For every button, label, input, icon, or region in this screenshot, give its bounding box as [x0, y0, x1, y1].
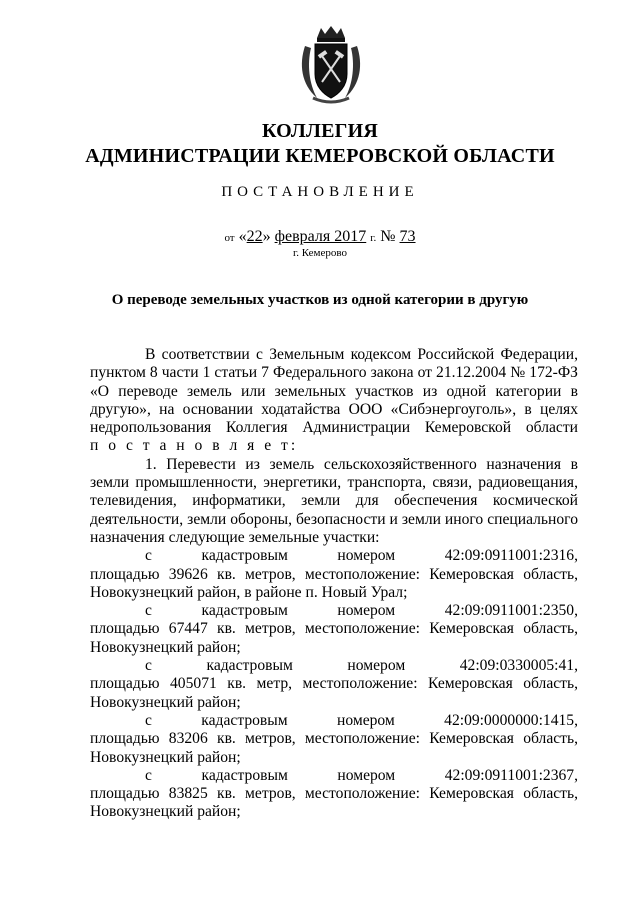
date-day: 22	[246, 228, 263, 245]
document-body	[90, 346, 578, 822]
org-title-line-1: КОЛЛЕГИЯ	[261, 120, 379, 142]
document-number: 73	[399, 228, 416, 245]
body-line: с кадастровым номером 42:09:0330005:41,	[145, 657, 578, 675]
document-date-line: от «22» февраля 2017 г. № 73	[224, 228, 416, 245]
body-line: «О переводе земель или земельных участков из одной категории в	[90, 382, 578, 400]
body-line: площадью 83825 кв. метров, местоположение: Кемеровская область,	[90, 785, 578, 803]
body-line: площадью 83206 кв. метров, местоположение: Кемеровская область,	[90, 730, 578, 748]
body-line: 1. Перевести из земель сельскохозяйственного назначения в	[145, 455, 578, 473]
body-line: площадью 39626 кв. метров, местоположение: Кемеровская область,	[90, 565, 578, 583]
date-prefix: от	[224, 232, 235, 244]
coat-of-arms-emblem	[295, 24, 367, 104]
body-line: Новокузнецкий район, в районе п. Новый Урал;	[90, 583, 408, 601]
body-line: телевидения, информатики, земли для обеспечения космической	[90, 492, 578, 510]
body-line: с кадастровым номером 42:09:0911001:2350,	[145, 602, 578, 620]
date-suffix: г.	[370, 232, 377, 244]
city: г. Кемерово	[292, 247, 348, 259]
body-line: с кадастровым номером 42:09:0911001:2316,	[145, 547, 578, 565]
date-month-year: февраля 2017	[274, 228, 367, 245]
number-label: №	[380, 228, 396, 245]
body-line: деятельности, земли обороны, безопасности и земли иного специального	[90, 510, 578, 528]
document-subject: О переводе земельных участков из одной категории в другую	[111, 292, 529, 308]
body-line: Новокузнецкий район;	[90, 638, 241, 656]
document-type: ПОСТАНОВЛЕНИЕ	[221, 184, 419, 200]
body-line: с кадастровым номером 42:09:0911001:2367,	[145, 766, 578, 784]
body-line: Новокузнецкий район;	[90, 693, 241, 711]
body-line: п о с т а н о в л я е т:	[90, 437, 299, 455]
body-line: назначения следующие земельные участки:	[90, 528, 380, 546]
body-line: В соответствии с Земельным кодексом Российской Федерации,	[145, 346, 578, 363]
body-line: с кадастровым номером 42:09:0000000:1415,	[145, 711, 578, 729]
org-title-line-2: АДМИНИСТРАЦИИ КЕМЕРОВСКОЙ ОБЛАСТИ	[85, 145, 555, 167]
body-line: Новокузнецкий район;	[90, 748, 241, 766]
body-line: площадью 405071 кв. метр, местоположение: Кемеровская область,	[90, 675, 578, 693]
body-line: Новокузнецкий район;	[90, 803, 241, 821]
body-line: недропользования Коллегия Администрации Кемеровской области	[90, 419, 578, 437]
body-line: пунктом 8 части 1 статьи 7 Федерального закона от 21.12.2004 № 172-ФЗ	[90, 364, 578, 382]
body-line: площадью 67447 кв. метров, местоположение: Кемеровская область,	[90, 620, 578, 638]
body-line: земли промышленности, энергетики, транспорта, связи, радиовещания,	[90, 474, 578, 492]
body-line: другую», на основании ходатайства ООО «Сибэнергоуголь», в целях	[90, 400, 578, 418]
